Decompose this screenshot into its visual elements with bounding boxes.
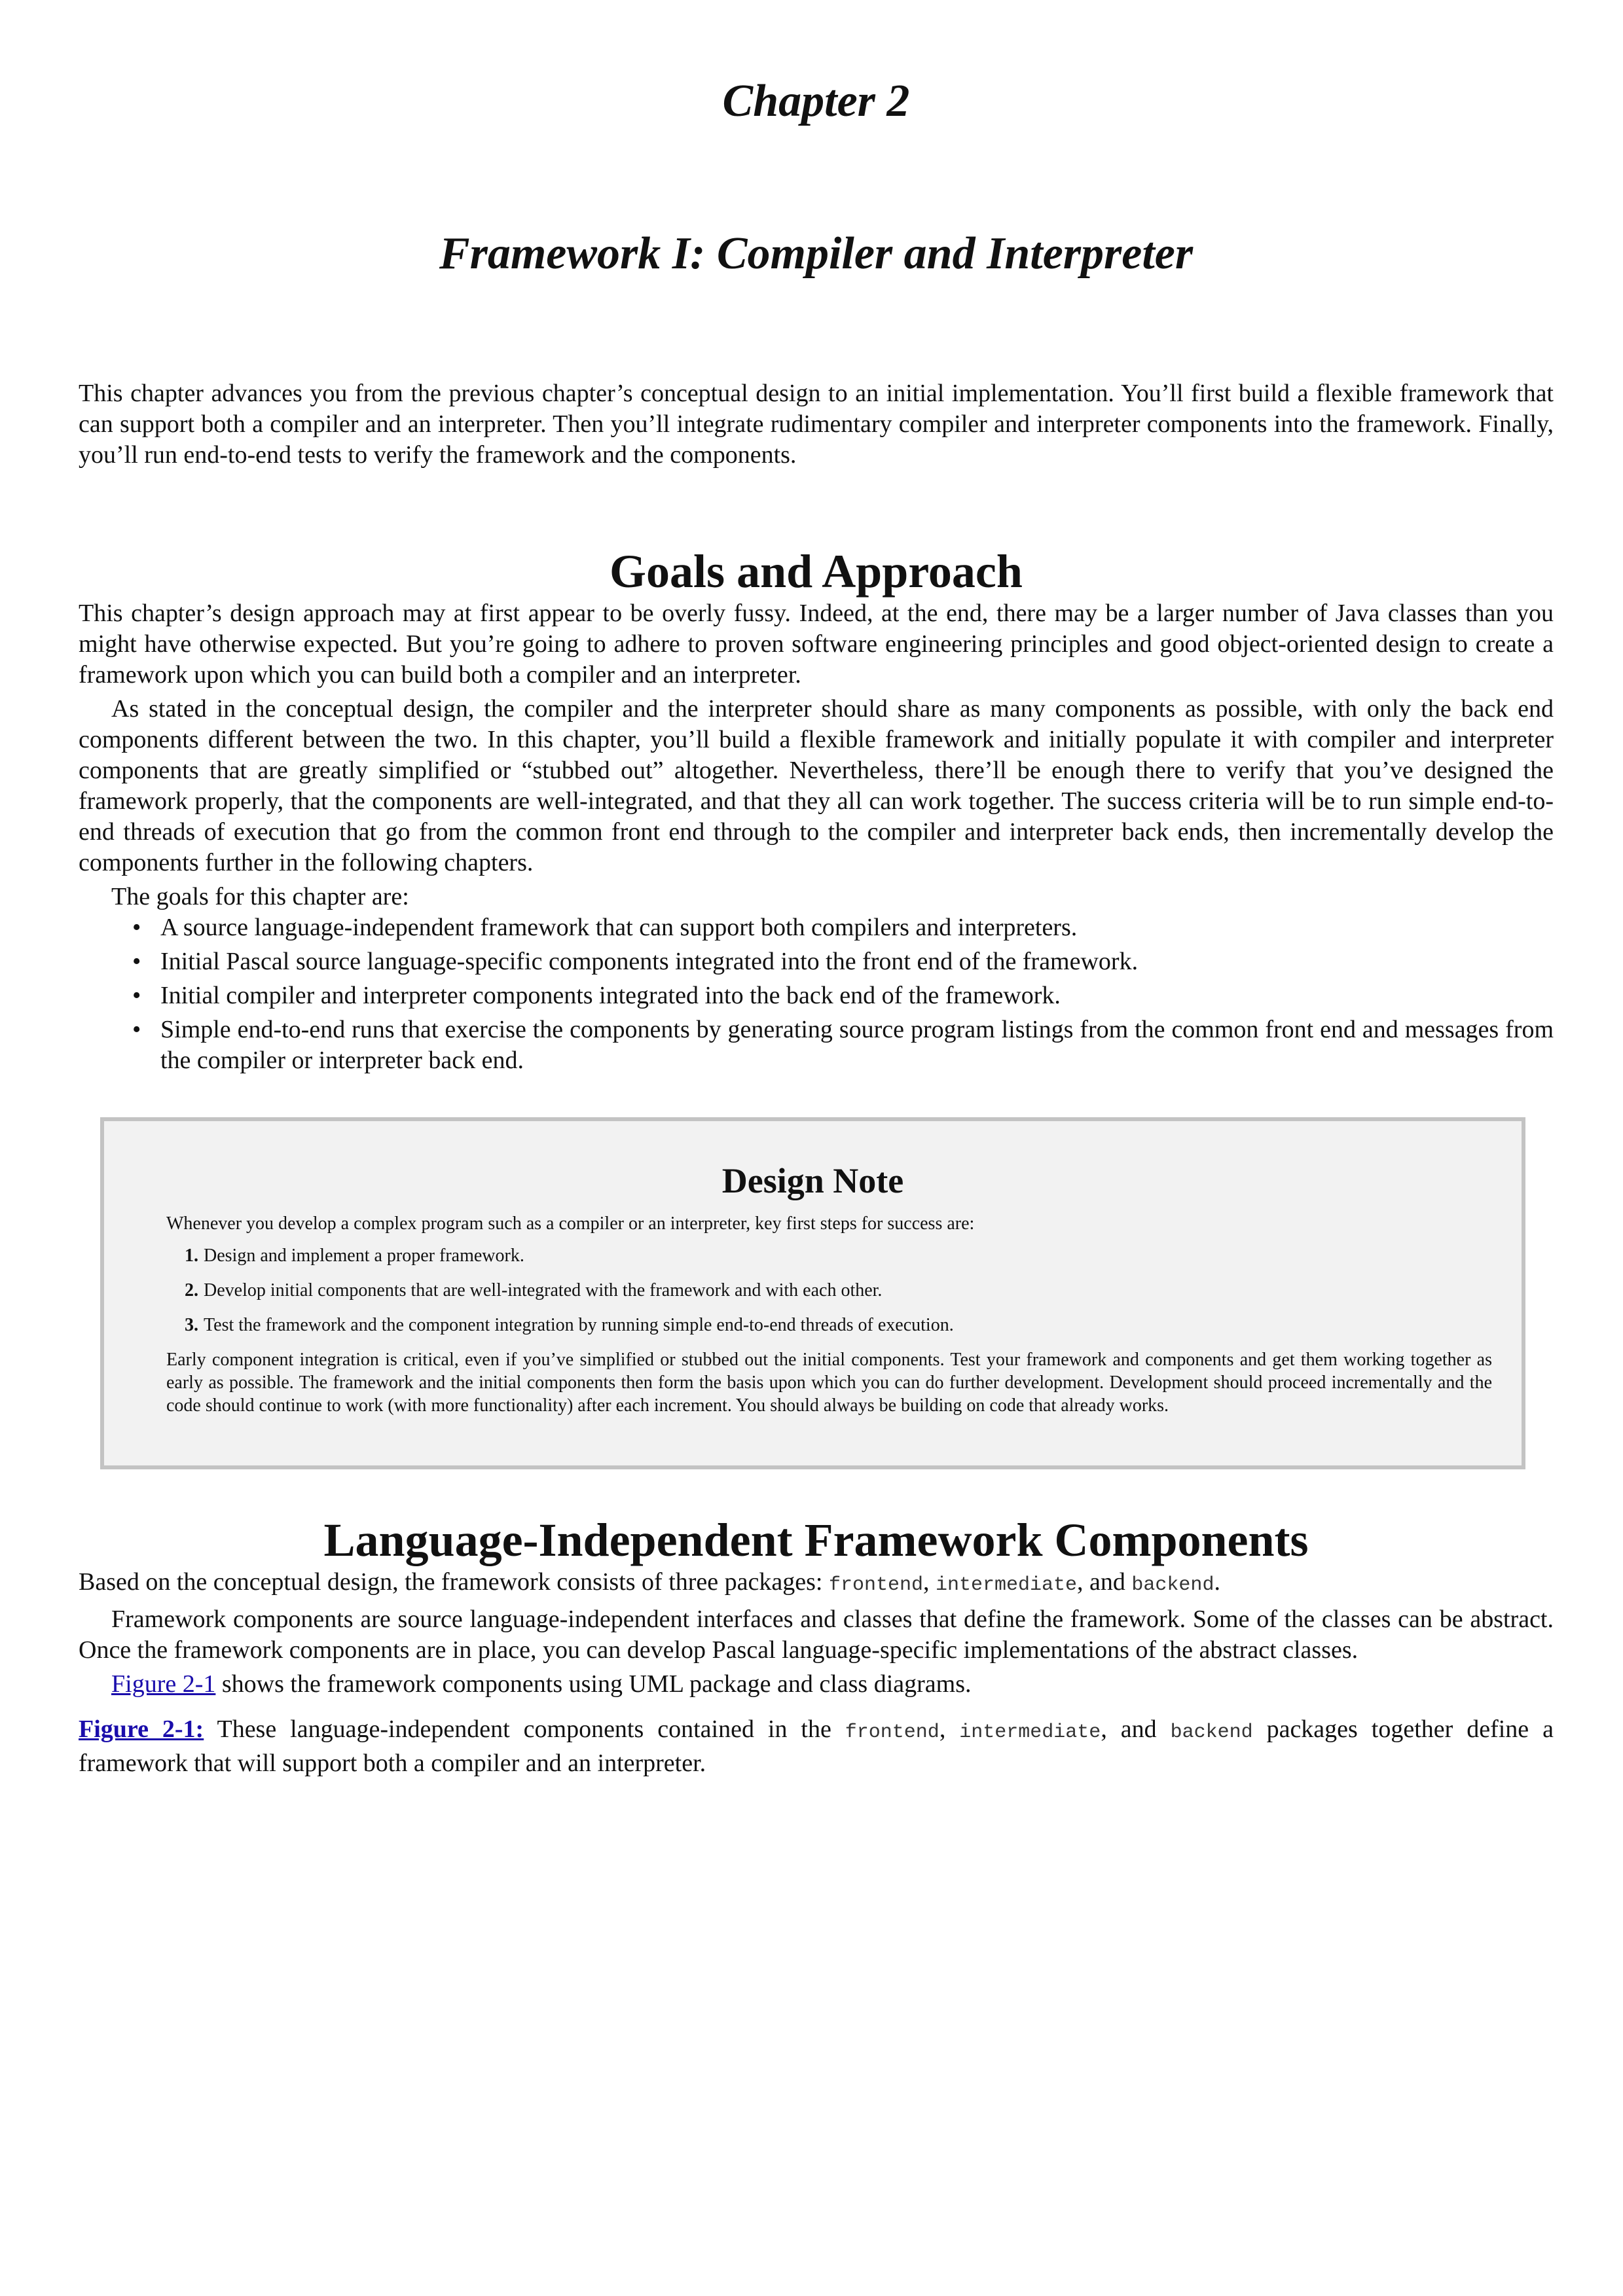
list-item: 3. Test the framework and the component integration by running simple end-to-end threads of execution.: [185, 1315, 954, 1335]
goals-list: [79, 912, 1554, 1076]
goals-paragraph-1: This chapter’s design approach may at first appear to be overly fussy. Indeed, at the end, there may be a larger number of Java classes than you might have otherwise expected. But you’re going to adhere to proven software engineering principles and good object-oriented design to create a framework upon which you can build both a compiler and an interpreter.: [79, 600, 1554, 689]
list-item: • Initial compiler and interpreter components integrated into the back end of the framework.: [160, 980, 1554, 1011]
goals-section: [79, 545, 1554, 1079]
goals-heading: Goals and Approach: [610, 545, 1023, 598]
design-note-intro: Whenever you develop a complex program such as a compiler or an interpreter, key first steps for success are:: [166, 1213, 975, 1234]
package-name: backend: [1170, 1721, 1253, 1744]
design-note-closing: Early component integration is critical, even if you’ve simplified or stubbed out the initial components. Test your framework and components and get them working together as early as possible. The framework and the initial components then form the basis upon which you can do further development. Development should proceed incrementally and the code should continue to work (with more functionality) after each increment. You should always be building on code that already works.: [166, 1350, 1492, 1416]
goals-intro: The goals for this chapter are:: [111, 883, 409, 910]
goals-paragraph-2: As stated in the conceptual design, the compiler and the interpreter should share as many components as possible, with only the back end components different between the two. In this chapter, you’ll build a flexible framework and initially populate it with compiler and interpreter components that are greatly simplified or “stubbed out” altogether. Nevertheless, there’ll be enough there to verify that you’ve designed the framework properly, that the components are well-integrated, and that they all can work together. The success criteria will be to run simple end-to-end threads of execution that go from the common front end through to the compiler and interpreter back ends, then incrementally develop the components further in the following chapters.: [79, 695, 1554, 876]
design-note-body: [166, 1212, 1492, 1417]
bullet-icon: •: [132, 982, 141, 1009]
chapter-number: Chapter 2: [722, 76, 910, 126]
design-note-heading: Design Note: [721, 1161, 904, 1200]
design-note-box: [100, 1117, 1525, 1469]
list-item: 2. Develop initial components that are well-integrated with the framework and with each other.: [185, 1280, 883, 1300]
package-name: intermediate: [959, 1721, 1101, 1744]
package-name: intermediate: [936, 1574, 1078, 1596]
framework-section: [79, 1513, 1554, 1779]
framework-heading: Language-Independent Framework Components: [323, 1514, 1309, 1566]
framework-paragraph-2: Framework components are source language-independent interfaces and classes that define the framework. Some of the classes can be abstract. Once the framework components are in place, you can develop Pascal language-specific implementations of the abstract classes.: [79, 1605, 1554, 1664]
chapter-title: Framework I: Compiler and Interpreter: [439, 228, 1194, 279]
bullet-icon: •: [132, 914, 141, 941]
intro-paragraph: This chapter advances you from the previous chapter’s conceptual design to an initial implementation. You’ll first build a flexible framework that can support both a compiler and an interpreter. Then you’ll integrate rudimentary compiler and interpreter components into the framework. Finally, you’ll run end-to-end tests to verify the framework and the components.: [79, 380, 1554, 469]
list-item: 1. Design and implement a proper framework.: [185, 1246, 524, 1266]
figure-label-link[interactable]: Figure 2-1:: [79, 1715, 204, 1743]
list-item: • Simple end-to-end runs that exercise the components by generating source program listings from the common front end and messages from the compiler or interpreter back end.: [132, 1016, 1554, 1074]
list-item: • Initial Pascal source language-specific components integrated into the front end of the framework.: [160, 946, 1554, 977]
package-name: backend: [1131, 1574, 1214, 1596]
design-note-steps: [166, 1244, 1492, 1336]
bullet-icon: •: [132, 1016, 141, 1043]
chapter-intro: [79, 378, 1554, 471]
list-item: • A source language-independent framework that can support both compilers and interpreters.: [160, 912, 1554, 943]
framework-paragraph-1: Based on the conceptual design, the framework consists of three packages: frontend, intermediate, and backend.: [79, 1568, 1220, 1596]
framework-paragraph-3: Figure 2-1 shows the framework components using UML package and class diagrams.: [111, 1670, 972, 1698]
figure-caption: Figure 2-1: These language-independent components contained in the frontend, intermediate, and backend packages together define a framework that will support both a compiler and an interpreter.: [79, 1715, 1554, 1777]
figure-link[interactable]: Figure 2-1: [111, 1670, 216, 1698]
bullet-icon: •: [132, 948, 141, 975]
package-name: frontend: [845, 1721, 939, 1744]
package-name: frontend: [828, 1574, 923, 1596]
